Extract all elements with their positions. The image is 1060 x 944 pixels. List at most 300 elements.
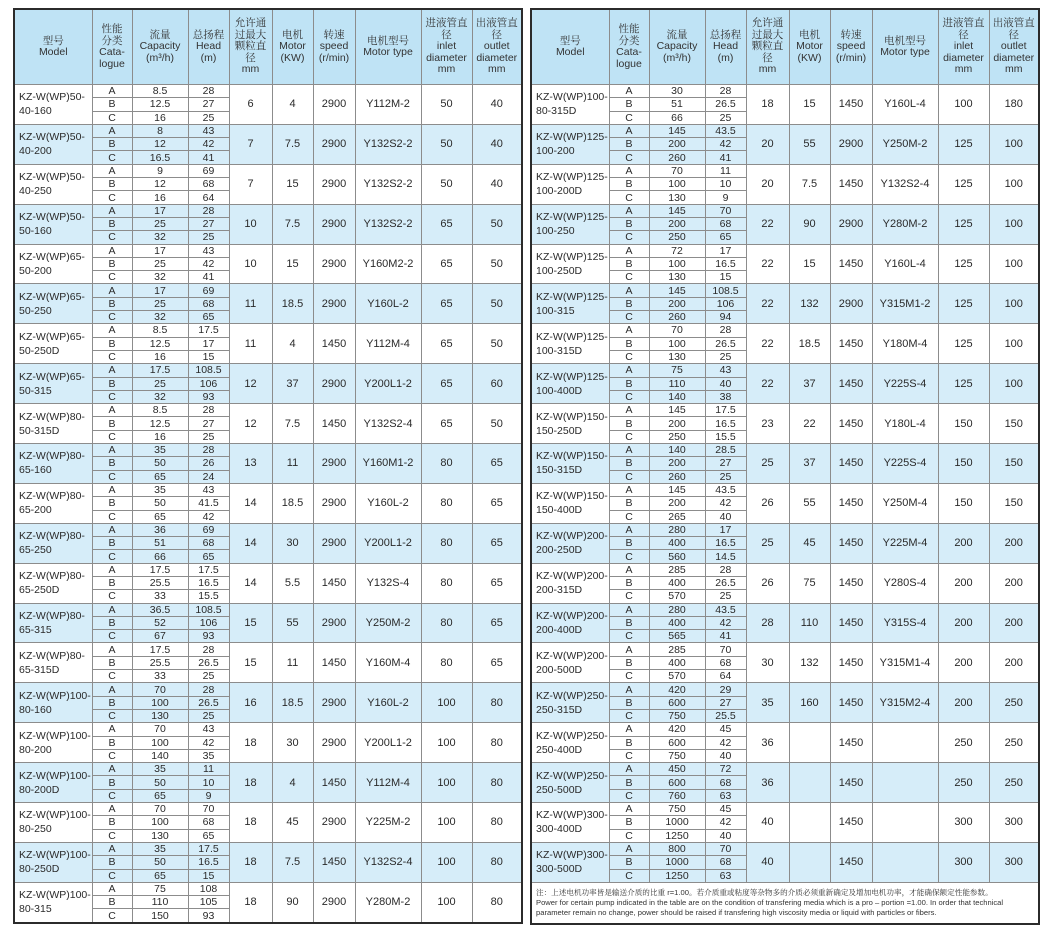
model-cell: KZ-W(WP)200-200-400D <box>531 603 609 643</box>
capacity-cell: 25 <box>132 297 188 310</box>
catalogue-cell: C <box>92 550 132 563</box>
inlet-cell: 65 <box>421 404 472 444</box>
motor-cell <box>789 803 830 843</box>
inlet-cell: 125 <box>938 324 989 364</box>
inlet-cell: 80 <box>421 563 472 603</box>
head-cell: 27 <box>188 217 229 230</box>
table-row <box>14 842 522 855</box>
capacity-cell: 1000 <box>649 816 705 829</box>
head-cell: 17 <box>188 337 229 350</box>
motor-type-cell: Y225S-4 <box>872 364 938 404</box>
passage-cell: 6 <box>229 85 272 125</box>
inlet-cell: 125 <box>938 244 989 284</box>
model-cell: KZ-W(WP)80-65-250D <box>14 563 92 603</box>
model-cell: KZ-W(WP)250-250-400D <box>531 723 609 763</box>
passage-cell: 35 <box>746 683 789 723</box>
catalogue-cell: B <box>92 896 132 909</box>
capacity-cell: 33 <box>132 590 188 603</box>
speed-cell: 1450 <box>830 364 872 404</box>
capacity-cell: 400 <box>649 656 705 669</box>
head-cell: 26.5 <box>188 656 229 669</box>
capacity-cell: 400 <box>649 616 705 629</box>
table-row <box>14 244 522 257</box>
motor-type-cell: Y160M-4 <box>355 643 421 683</box>
motor-cell: 55 <box>789 124 830 164</box>
header-line: Head <box>712 40 739 53</box>
inlet-cell: 100 <box>421 683 472 723</box>
header-line: Head <box>195 40 222 53</box>
inlet-cell: 80 <box>421 483 472 523</box>
inlet-cell: 100 <box>421 803 472 843</box>
capacity-cell: 200 <box>649 457 705 470</box>
catalogue-cell: A <box>609 404 649 417</box>
head-cell: 17 <box>705 523 746 536</box>
catalogue-cell: A <box>92 803 132 816</box>
header-line: (r/min) <box>318 51 350 64</box>
capacity-cell: 17 <box>132 244 188 257</box>
catalogue-cell: B <box>92 736 132 749</box>
capacity-cell: 51 <box>132 537 188 550</box>
outlet-cell: 200 <box>989 643 1039 683</box>
capacity-cell: 600 <box>649 736 705 749</box>
capacity-cell: 8 <box>132 124 188 137</box>
header-line: speed <box>836 40 866 53</box>
head-cell: 42 <box>705 816 746 829</box>
outlet-cell: 65 <box>472 444 522 484</box>
outlet-cell: 180 <box>989 85 1039 125</box>
capacity-cell: 70 <box>132 683 188 696</box>
catalogue-cell: C <box>609 749 649 762</box>
passage-cell: 11 <box>229 284 272 324</box>
header-line: inlet <box>953 40 974 53</box>
capacity-cell: 72 <box>649 244 705 257</box>
capacity-cell: 145 <box>649 284 705 297</box>
catalogue-cell: A <box>92 444 132 457</box>
capacity-cell: 420 <box>649 683 705 696</box>
speed-cell: 1450 <box>830 404 872 444</box>
catalogue-cell: B <box>609 816 649 829</box>
outlet-cell: 250 <box>989 683 1039 723</box>
inlet-cell: 300 <box>938 842 989 882</box>
speed-cell: 2900 <box>313 364 355 404</box>
motor-type-cell: Y132S2-4 <box>872 164 938 204</box>
column-header-speed <box>313 9 355 85</box>
head-cell: 28 <box>188 444 229 457</box>
outlet-cell: 100 <box>989 204 1039 244</box>
speed-cell: 2900 <box>313 164 355 204</box>
passage-cell: 26 <box>746 563 789 603</box>
header-line: Cata- <box>99 46 125 58</box>
catalogue-cell: B <box>609 736 649 749</box>
passage-cell: 14 <box>229 563 272 603</box>
header-line: 总扬程 <box>709 28 742 41</box>
inlet-cell: 200 <box>938 683 989 723</box>
catalogue-cell: C <box>609 869 649 882</box>
capacity-cell: 70 <box>649 324 705 337</box>
capacity-cell: 560 <box>649 550 705 563</box>
head-cell: 108.5 <box>188 603 229 616</box>
catalogue-cell: A <box>92 85 132 98</box>
header-line: 径 <box>441 28 452 41</box>
head-cell: 17 <box>705 244 746 257</box>
column-header-outlet-diameter <box>989 9 1039 85</box>
motor-cell: 160 <box>789 683 830 723</box>
speed-cell: 1450 <box>830 85 872 125</box>
speed-cell: 2900 <box>313 124 355 164</box>
model-cell: KZ-W(WP)50-40-250 <box>14 164 92 204</box>
motor-cell: 132 <box>789 643 830 683</box>
catalogue-cell: B <box>609 696 649 709</box>
speed-cell: 2900 <box>830 124 872 164</box>
outlet-cell: 200 <box>989 603 1039 643</box>
capacity-cell: 130 <box>132 829 188 842</box>
table-row <box>531 284 1039 297</box>
motor-cell: 4 <box>272 85 313 125</box>
inlet-cell: 80 <box>421 603 472 643</box>
motor-cell: 4 <box>272 324 313 364</box>
head-cell: 29 <box>705 683 746 696</box>
header-row <box>14 9 522 85</box>
head-cell: 63 <box>705 789 746 802</box>
capacity-cell: 1250 <box>649 869 705 882</box>
catalogue-cell: B <box>92 616 132 629</box>
model-cell: KZ-W(WP)50-40-160 <box>14 85 92 125</box>
capacity-cell: 140 <box>649 444 705 457</box>
catalogue-cell: C <box>92 869 132 882</box>
capacity-cell: 12 <box>132 138 188 151</box>
capacity-cell: 16.5 <box>132 151 188 164</box>
header-line: 电机 <box>282 28 303 41</box>
capacity-cell: 50 <box>132 856 188 869</box>
capacity-cell: 75 <box>649 364 705 377</box>
catalogue-cell: B <box>92 776 132 789</box>
head-cell: 26.5 <box>705 337 746 350</box>
passage-cell: 15 <box>229 603 272 643</box>
catalogue-cell: B <box>609 576 649 589</box>
table-row <box>531 364 1039 377</box>
motor-type-cell: Y315S-4 <box>872 603 938 643</box>
head-cell: 41 <box>705 630 746 643</box>
capacity-cell: 8.5 <box>132 324 188 337</box>
inlet-cell: 100 <box>421 763 472 803</box>
head-cell: 64 <box>705 670 746 683</box>
table-row <box>531 603 1039 616</box>
header-line: Capacity <box>139 40 181 53</box>
table-row <box>14 603 522 616</box>
speed-cell: 2900 <box>313 803 355 843</box>
capacity-cell: 17.5 <box>132 563 188 576</box>
head-cell: 108 <box>188 882 229 895</box>
header-line: 电机型号 <box>884 34 926 47</box>
catalogue-cell: A <box>609 603 649 616</box>
capacity-cell: 100 <box>132 816 188 829</box>
capacity-cell: 51 <box>649 98 705 111</box>
passage-cell: 12 <box>229 364 272 404</box>
inlet-cell: 50 <box>421 124 472 164</box>
header-line: Motor <box>796 40 823 53</box>
motor-cell: 37 <box>789 364 830 404</box>
model-cell: KZ-W(WP)200-200-315D <box>531 563 609 603</box>
head-cell: 63 <box>705 869 746 882</box>
table-row <box>531 244 1039 257</box>
column-header-inlet-diameter <box>938 9 989 85</box>
head-cell: 42 <box>705 736 746 749</box>
capacity-cell: 12.5 <box>132 337 188 350</box>
head-cell: 28 <box>188 643 229 656</box>
table-row <box>531 763 1039 776</box>
catalogue-cell: A <box>92 603 132 616</box>
head-cell: 42 <box>705 616 746 629</box>
table-row <box>14 643 522 656</box>
motor-cell: 15 <box>272 164 313 204</box>
header-line: 径 <box>762 51 773 64</box>
catalogue-cell: C <box>92 829 132 842</box>
pump-spec-table-left <box>13 8 523 924</box>
capacity-cell: 265 <box>649 510 705 523</box>
head-cell: 70 <box>188 803 229 816</box>
inlet-cell: 50 <box>421 85 472 125</box>
capacity-cell: 66 <box>649 111 705 124</box>
model-cell: KZ-W(WP)100-80-200D <box>14 763 92 803</box>
inlet-cell: 100 <box>421 882 472 922</box>
capacity-cell: 65 <box>132 789 188 802</box>
inlet-cell: 125 <box>938 204 989 244</box>
header-line: 径 <box>958 28 969 41</box>
motor-type-cell: Y200L1-2 <box>355 364 421 404</box>
column-header-max-particle-diameter <box>746 9 789 85</box>
motor-type-cell <box>872 723 938 763</box>
catalogue-cell: C <box>609 390 649 403</box>
head-cell: 25 <box>705 350 746 363</box>
head-cell: 42 <box>188 257 229 270</box>
column-header-head <box>705 9 746 85</box>
model-cell: KZ-W(WP)50-40-200 <box>14 124 92 164</box>
head-cell: 26.5 <box>705 576 746 589</box>
head-cell: 15 <box>188 350 229 363</box>
head-cell: 26.5 <box>188 696 229 709</box>
motor-cell: 18.5 <box>272 284 313 324</box>
column-header-motor-type <box>355 9 421 85</box>
header-line: mm <box>437 63 456 76</box>
head-cell: 105 <box>188 896 229 909</box>
model-cell: KZ-W(WP)65-50-250D <box>14 324 92 364</box>
capacity-cell: 36 <box>132 523 188 536</box>
passage-cell: 20 <box>746 164 789 204</box>
model-cell: KZ-W(WP)100-80-315 <box>14 882 92 922</box>
motor-cell: 7.5 <box>272 404 313 444</box>
capacity-cell: 200 <box>649 417 705 430</box>
catalogue-cell: A <box>609 803 649 816</box>
capacity-cell: 100 <box>649 337 705 350</box>
head-cell: 27 <box>705 696 746 709</box>
capacity-cell: 32 <box>132 390 188 403</box>
speed-cell: 1450 <box>830 444 872 484</box>
motor-type-cell <box>872 763 938 803</box>
passage-cell: 40 <box>746 842 789 882</box>
catalogue-cell: A <box>609 85 649 98</box>
speed-cell: 1450 <box>313 563 355 603</box>
motor-type-cell: Y225M-4 <box>872 523 938 563</box>
catalogue-cell: C <box>92 390 132 403</box>
head-cell: 27 <box>188 417 229 430</box>
table-row <box>531 483 1039 496</box>
header-line: mm <box>241 63 260 76</box>
speed-cell: 1450 <box>313 404 355 444</box>
capacity-cell: 50 <box>132 497 188 510</box>
capacity-cell: 280 <box>649 603 705 616</box>
motor-cell: 45 <box>272 803 313 843</box>
motor-type-cell: Y250M-2 <box>355 603 421 643</box>
head-cell: 25 <box>188 709 229 722</box>
header-line: (m³/h) <box>663 51 691 64</box>
outlet-cell: 50 <box>472 204 522 244</box>
capacity-cell: 750 <box>649 803 705 816</box>
motor-cell: 4 <box>272 763 313 803</box>
model-cell: KZ-W(WP)80-65-315D <box>14 643 92 683</box>
table-row <box>14 124 522 137</box>
passage-cell: 12 <box>229 404 272 444</box>
catalogue-cell: A <box>92 723 132 736</box>
catalogue-cell: B <box>92 178 132 191</box>
head-cell: 108.5 <box>705 284 746 297</box>
motor-cell: 7.5 <box>272 204 313 244</box>
header-line: mm <box>758 63 777 76</box>
capacity-cell: 25.5 <box>132 576 188 589</box>
model-cell: KZ-W(WP)65-50-250 <box>14 284 92 324</box>
head-cell: 68 <box>188 816 229 829</box>
header-line: 颗粒直 <box>234 40 267 53</box>
speed-cell: 2900 <box>313 523 355 563</box>
head-cell: 43 <box>188 483 229 496</box>
head-cell: 68 <box>705 217 746 230</box>
speed-cell: 1450 <box>830 683 872 723</box>
outlet-cell: 100 <box>989 164 1039 204</box>
capacity-cell: 280 <box>649 523 705 536</box>
header-line: diameter <box>476 51 518 64</box>
table-row <box>14 204 522 217</box>
catalogue-cell: C <box>92 510 132 523</box>
model-cell: KZ-W(WP)100-80-200 <box>14 723 92 763</box>
head-cell: 65 <box>188 550 229 563</box>
column-header-max-particle-diameter <box>229 9 272 85</box>
model-cell: KZ-W(WP)100-80-315D <box>531 85 609 125</box>
header-line: 分类 <box>101 34 123 47</box>
head-cell: 69 <box>188 164 229 177</box>
head-cell: 68 <box>188 537 229 550</box>
speed-cell: 1450 <box>830 324 872 364</box>
catalogue-cell: C <box>609 829 649 842</box>
capacity-cell: 70 <box>132 723 188 736</box>
motor-type-cell: Y132S2-2 <box>355 124 421 164</box>
capacity-cell: 200 <box>649 297 705 310</box>
head-cell: 28 <box>705 324 746 337</box>
table-row <box>14 364 522 377</box>
head-cell: 40 <box>705 829 746 842</box>
outlet-cell: 40 <box>472 124 522 164</box>
capacity-cell: 565 <box>649 630 705 643</box>
passage-cell: 22 <box>746 244 789 284</box>
header-line: 允许通 <box>751 17 784 30</box>
capacity-cell: 30 <box>649 85 705 98</box>
catalogue-cell: B <box>609 337 649 350</box>
head-cell: 10 <box>188 776 229 789</box>
table-row <box>531 85 1039 98</box>
head-cell: 42 <box>705 138 746 151</box>
outlet-cell: 65 <box>472 563 522 603</box>
outlet-cell: 80 <box>472 723 522 763</box>
head-cell: 14.5 <box>705 550 746 563</box>
motor-cell: 30 <box>272 523 313 563</box>
catalogue-cell: C <box>609 350 649 363</box>
header-line: (m) <box>200 51 217 64</box>
capacity-cell: 250 <box>649 430 705 443</box>
header-line: logue <box>99 57 125 70</box>
header-line: 进液管直 <box>942 17 985 30</box>
catalogue-cell: A <box>609 842 649 855</box>
outlet-cell: 100 <box>989 284 1039 324</box>
motor-cell: 18.5 <box>272 483 313 523</box>
motor-cell: 11 <box>272 444 313 484</box>
table-row <box>531 164 1039 177</box>
head-cell: 25 <box>705 111 746 124</box>
head-cell: 41.5 <box>188 497 229 510</box>
capacity-cell: 145 <box>649 124 705 137</box>
table-row <box>14 683 522 696</box>
motor-type-cell: Y225S-4 <box>872 444 938 484</box>
outlet-cell: 150 <box>989 444 1039 484</box>
outlet-cell: 250 <box>989 763 1039 803</box>
capacity-cell: 200 <box>649 497 705 510</box>
model-cell: KZ-W(WP)80-65-250 <box>14 523 92 563</box>
head-cell: 42 <box>188 138 229 151</box>
catalogue-cell: A <box>609 683 649 696</box>
catalogue-cell: B <box>609 377 649 390</box>
capacity-cell: 9 <box>132 164 188 177</box>
capacity-cell: 17 <box>132 284 188 297</box>
passage-cell: 26 <box>746 483 789 523</box>
head-cell: 26 <box>188 457 229 470</box>
inlet-cell: 200 <box>938 523 989 563</box>
capacity-cell: 16 <box>132 111 188 124</box>
outlet-cell: 100 <box>989 364 1039 404</box>
head-cell: 16.5 <box>188 576 229 589</box>
capacity-cell: 260 <box>649 311 705 324</box>
motor-cell: 75 <box>789 563 830 603</box>
speed-cell: 2900 <box>313 444 355 484</box>
head-cell: 17.5 <box>188 842 229 855</box>
head-cell: 11 <box>188 763 229 776</box>
head-cell: 25 <box>705 590 746 603</box>
passage-cell: 22 <box>746 324 789 364</box>
model-cell: KZ-W(WP)150-150-315D <box>531 444 609 484</box>
outlet-cell: 50 <box>472 324 522 364</box>
head-cell: 9 <box>188 789 229 802</box>
header-line: 出液管直 <box>992 17 1035 30</box>
passage-cell: 18 <box>229 842 272 882</box>
header-line: 颗粒直 <box>751 40 784 53</box>
catalogue-cell: B <box>609 497 649 510</box>
header-line: 径 <box>491 28 502 41</box>
speed-cell: 2900 <box>313 683 355 723</box>
header-line: Motor type <box>363 46 413 58</box>
catalogue-cell: C <box>92 151 132 164</box>
head-cell: 38 <box>705 390 746 403</box>
passage-cell: 25 <box>746 523 789 563</box>
catalogue-cell: A <box>609 204 649 217</box>
head-cell: 68 <box>705 856 746 869</box>
table-row <box>531 563 1039 576</box>
motor-type-cell: Y112M-4 <box>355 763 421 803</box>
